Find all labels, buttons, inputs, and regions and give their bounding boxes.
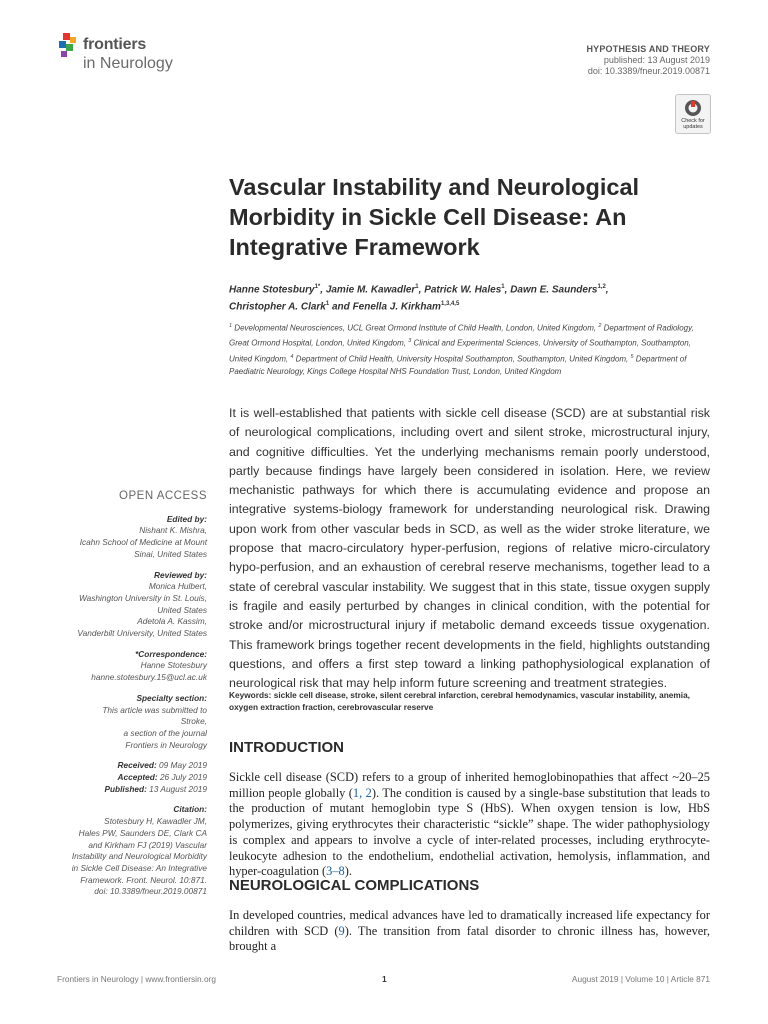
citation-line: in Sickle Cell Disease: An Integrative bbox=[71, 862, 207, 873]
affiliations bbox=[229, 320, 699, 379]
doi-link[interactable]: doi: 10.3389/fneur.2019.00871 bbox=[587, 66, 710, 76]
author-sep: , bbox=[418, 284, 425, 296]
footer-journal-link[interactable]: Frontiers in Neurology | www.frontiersin.org bbox=[57, 974, 216, 984]
edited-by-heading: Edited by: bbox=[166, 513, 207, 524]
published-date-sidebar bbox=[54, 784, 207, 796]
check-updates-icon bbox=[684, 99, 702, 117]
date-value: 09 May 2019 bbox=[156, 760, 207, 771]
author-affil-sup: 1,2 bbox=[597, 284, 606, 290]
reviewed-by-heading: Reviewed by: bbox=[153, 569, 207, 580]
footer-issue-info: August 2019 | Volume 10 | Article 871 bbox=[571, 974, 710, 984]
reviewer-line: Adetola A. Kassim, bbox=[137, 616, 207, 627]
date-label: Received: bbox=[117, 760, 157, 771]
editor-line: Icahn School of Medicine at Mount bbox=[79, 537, 207, 548]
reviewer-line: Vanderbilt University, United States bbox=[77, 628, 207, 639]
specialty-heading: Specialty section: bbox=[136, 692, 207, 703]
text-run: ). bbox=[344, 864, 352, 879]
author-affil-sup: 1 bbox=[415, 284, 419, 290]
correspondence-heading: *Correspondence: bbox=[135, 648, 207, 659]
citation-line: Instability and Neurological Morbidity bbox=[71, 851, 207, 862]
affil-text: Department of Paediatric Neurology, Kings College Hospital NHS Foundation Trust, London, United Kingdom bbox=[229, 354, 687, 377]
affil-text: Clinical and Experimental Sciences, University of Southampton, Southampton, United Kingdom, bbox=[229, 339, 691, 364]
citation-line: Hales PW, Saunders DE, Clark CA bbox=[78, 827, 207, 838]
affil-sup: 4 bbox=[290, 353, 294, 360]
section-heading-introduction: INTRODUCTION bbox=[229, 739, 344, 756]
citation-heading: Citation: bbox=[173, 804, 207, 815]
author-sep: , bbox=[605, 284, 609, 296]
introduction-paragraph bbox=[229, 770, 710, 880]
specialty-line: Stroke, bbox=[180, 716, 207, 727]
specialty-line: Frontiers in Neurology bbox=[125, 739, 207, 750]
correspondence-email[interactable]: hanne.stotesbury.15@ucl.ac.uk bbox=[91, 672, 207, 683]
citation-link[interactable]: 3–8 bbox=[326, 864, 345, 879]
author-sep: , bbox=[504, 284, 511, 296]
author-affil-sup: 1 bbox=[325, 301, 330, 308]
editor-line: Nishant K. Mishra, bbox=[139, 525, 207, 536]
author-affil-sup: 1* bbox=[314, 284, 321, 290]
author-sep: and bbox=[329, 301, 353, 313]
frontiers-logo-icon bbox=[57, 33, 81, 61]
citation-doi[interactable]: doi: 10.3389/fneur.2019.00871 bbox=[94, 886, 207, 897]
date-label: Published: bbox=[104, 783, 147, 794]
affil-sup: 2 bbox=[598, 323, 602, 329]
page-footer bbox=[57, 974, 710, 988]
received-date bbox=[54, 760, 207, 772]
date-label: Accepted: bbox=[117, 772, 158, 783]
citation-line: Framework. Front. Neurol. 10:871. bbox=[80, 874, 207, 885]
affil-sup: 5 bbox=[630, 353, 634, 360]
specialty-line: a section of the journal bbox=[123, 727, 207, 738]
author-affil-sup: 1 bbox=[501, 284, 505, 290]
specialty-line: This article was submitted to bbox=[102, 704, 207, 715]
keywords: Keywords: sickle cell disease, stroke, silent cerebral infarction, cerebral hemodynamics, vascular instability, anemia, oxygen extraction fraction, cerebrovascular reserve bbox=[229, 690, 690, 712]
affil-text: Department of Radiology, Great Ormond Hospital, London, United Kingdom, bbox=[229, 323, 694, 349]
editor-line: Sinai, United States bbox=[134, 548, 207, 559]
journal-logo[interactable] bbox=[57, 33, 207, 83]
author-name[interactable]: Christopher A. Clark bbox=[229, 301, 326, 313]
author-affil-sup: 1,3,4,5 bbox=[440, 301, 460, 308]
affil-text: Developmental Neurosciences, UCL Great Ormond Institute of Child Health, London, United Kingdom, bbox=[232, 323, 599, 333]
citation-line: Stotesbury H, Kawadler JM, bbox=[104, 816, 207, 827]
article-meta bbox=[586, 44, 710, 77]
author-name[interactable]: Hanne Stotesbury bbox=[229, 284, 315, 296]
citation-link[interactable]: 1, 2 bbox=[352, 785, 372, 800]
affil-sup: 3 bbox=[408, 338, 412, 345]
affil-text: Department of Child Health, University Hospital Southampton, Southampton, United Kingdom, bbox=[293, 354, 631, 364]
article-type: HYPOTHESIS AND THEORY bbox=[586, 44, 710, 54]
affil-sup: 1 bbox=[229, 323, 233, 329]
published-date: published: 13 August 2019 bbox=[603, 55, 710, 65]
text-run: ). The condition is caused by a single-base substitution that leads to the production of mutant hemoglobin type S (HbS). When oxygen tension is low, HbS polymerizes, giving erythrocytes their characteristic “sickle” shape. The wider pathophysiology is complex and appears to involve a cycle of inter-related processes, including erythrocyte-leukocyte adhesion to the endothelium, endothelial activation, hemolysis, inflammation, and hyper-coagulation ( bbox=[229, 785, 711, 879]
author-name[interactable]: Fenella J. Kirkham bbox=[352, 301, 441, 313]
date-value: 26 July 2019 bbox=[157, 772, 207, 783]
accepted-date bbox=[54, 772, 207, 784]
page-number: 1 bbox=[382, 974, 387, 984]
check-for-updates-button[interactable] bbox=[675, 94, 711, 134]
correspondence-name: Hanne Stotesbury bbox=[140, 660, 207, 671]
abstract: It is well-established that patients with sickle cell disease (SCD) are at substantial risk of neurological complications, including overt and silent stroke, microstructural injury, and cognitive difficulties. Yet the underlying mechanisms remain poorly understood, partly because findings have largely been considered in isolation. Here, we review mechanistic pathways for which there is accumulating evidence and propose an integrative systems-biology framework for understanding neurological risk. Drawing upon work from other vascular beds in SCD, as well as the wider stroke literature, we propose that macro-circulatory hyper-perfusion, regions of relative micro-circulatory hypo-perfusion, and an exhaustion of cerebral reserve mechanisms, together lead to a state of cerebral vascular instability. We suggest that in this state, tissue oxygen supply is fragile and easily perturbed by changes in clinical condition, with the potential for stroke and/or microstructural injury if metabolic demand exceeds tissue oxygenation. This framework brings together recent developments in the field, highlights outstanding questions, and offers a first step toward a linking pathophysiological explanation of neurological risk that may help inform future screening and treatment strategies. bbox=[229, 406, 710, 691]
sidebar-article-info bbox=[54, 491, 207, 898]
text-run: ). The transition from fatal disorder to chronic illness has, however, brought a bbox=[229, 923, 710, 954]
text-run: In developed countries, medical advances have led to dramatically increased life expectancy for children with SCD ( bbox=[229, 908, 710, 938]
citation-link[interactable]: 9 bbox=[338, 923, 345, 938]
reviewer-line: Monica Hulbert, bbox=[148, 581, 207, 592]
article-title: Vascular Instability and Neurological Morbidity in Sickle Cell Disease: An Integrative Framework bbox=[229, 174, 640, 260]
reviewer-line: Washington University in St. Louis, bbox=[78, 592, 207, 603]
open-access-label: OPEN ACCESS bbox=[119, 490, 207, 502]
text-run: Sickle cell disease (SCD) refers to a group of inherited hemoglobinopathies that affect ~20–25 million people globally ( bbox=[229, 770, 710, 800]
section-heading-neurological-complications: NEUROLOGICAL COMPLICATIONS bbox=[229, 877, 480, 894]
author-name[interactable]: Patrick W. Hales bbox=[424, 284, 502, 296]
logo-journal-text: in Neurology bbox=[83, 55, 173, 72]
author-name[interactable]: Jamie M. Kawadler bbox=[325, 284, 416, 296]
neurological-paragraph bbox=[229, 908, 710, 955]
author-sep: , bbox=[320, 284, 326, 296]
date-value: 13 August 2019 bbox=[146, 783, 207, 794]
check-updates-label: Check for updates bbox=[681, 118, 705, 130]
reviewer-line: United States bbox=[157, 604, 207, 615]
author-name[interactable]: Dawn E. Saunders bbox=[510, 284, 598, 296]
citation-line: and Kirkham FJ (2019) Vascular bbox=[88, 839, 207, 850]
logo-brand-text: frontiers bbox=[83, 36, 147, 53]
author-list bbox=[229, 280, 709, 315]
